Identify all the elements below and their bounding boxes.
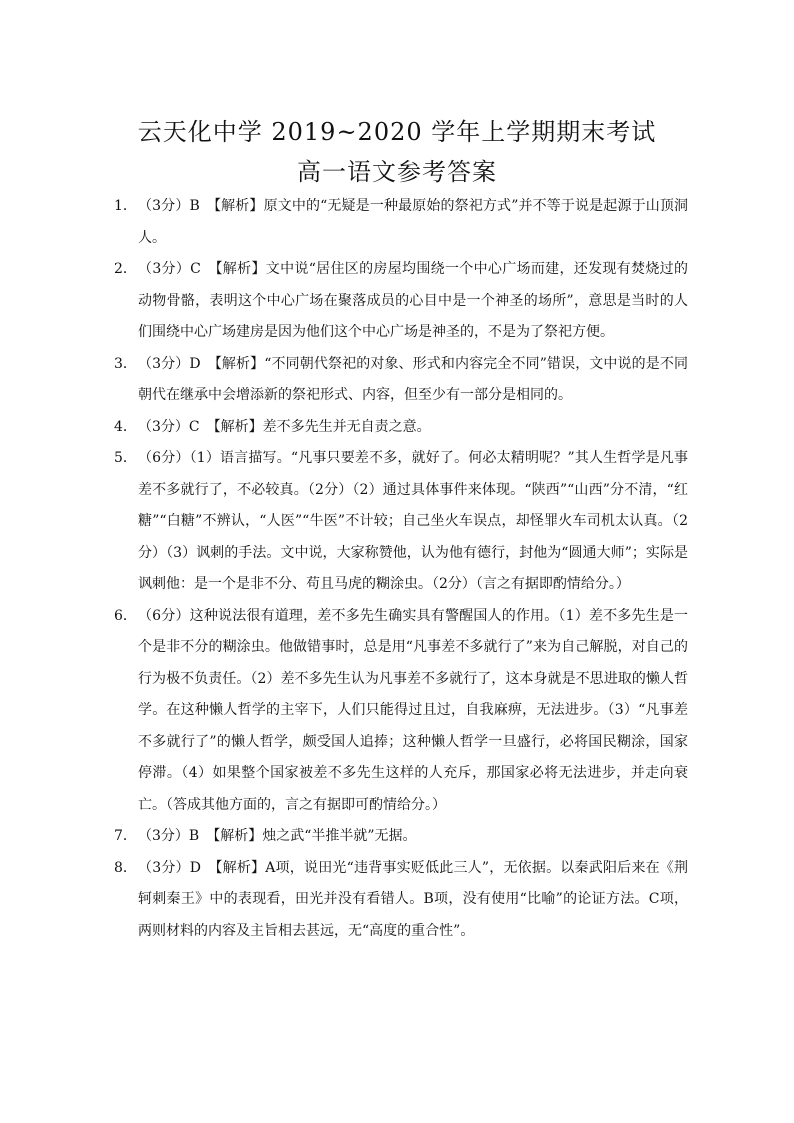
answer-number: 8．: [114, 859, 137, 876]
answer-text: （3分）C 【解析】差不多先生并无自责之意。: [138, 418, 431, 435]
answer-number: 1．: [114, 198, 137, 214]
answer-number: 6．: [114, 607, 137, 624]
answer-text: （3分）B 【解析】烛之武“半推半就”无据。: [138, 828, 417, 844]
answer-item-2: [114, 254, 688, 349]
answer-item-5: [114, 443, 688, 601]
answer-number: 2．: [114, 261, 137, 277]
answer-list: [114, 191, 688, 947]
answer-number: 3．: [114, 355, 137, 372]
answer-item-7: [114, 821, 688, 853]
answer-text: （6分）这种说法很有道理，差不多先生确实具有警醒国人的作用。（1）差不多先生是一个是非不分的糊涂虫。他做错事时，总是用“凡事差不多就行了”来为自己解脱，对自己的行为极不负责任。（2）差不多先生认为凡事差不多就行了，这本身就是不思进取的懒人哲学。在这种懒人哲学的主宰下，人们只能得过且过，自我麻痹，无法进步。（3）“凡事差不多就行了”的懒人哲学，颇受国人追捧；这种懒人哲学一旦盛行，必将国民糊涂，国家停滞。（4）如果整个国家被差不多先生这样的人充斥，那国家必将无法进步，并走向衰亡。（答成其他方面的，言之有据即可酌情给分。）: [138, 607, 688, 813]
answer-number: 5．: [114, 450, 137, 466]
answer-item-6: [114, 601, 688, 822]
answer-item-1: [114, 191, 688, 254]
exam-title: 云天化中学 2019~2020 学年上学期期末考试: [137, 118, 657, 146]
answer-text: （6分）（1）语言描写。“凡事只要差不多，就好了。何必太精明呢？”其人生哲学是凡事差不多就行了，不必较真。（2分）（2）通过具体事件来体现。“陕西”“山西”分不清，“红糖”“白糖”不辨认，“人医”“牛医”不计较；自己坐火车误点，却怪罪火车司机太认真。（2分）（3）讽刺的手法。文中说，大家称赞他，认为他有德行，封他为“圆通大师”；实际是讽刺他：是一个是非不分、苟且马虎的糊涂虫。（2分）（言之有据即酌情给分。）: [138, 450, 688, 592]
answer-item-4: [114, 412, 688, 444]
answer-key-subtitle: 高一语文参考答案: [297, 158, 497, 186]
answer-text: （3分）B 【解析】原文中的“无疑是一种最原始的祭祀方式”并不等于说是起源于山顶洞人。: [138, 198, 688, 246]
answer-text: （3分）D 【解析】A项，说田光“违背事实贬低此三人”，无依据。以秦武阳后来在《荆轲刺秦王》中的表现看，田光并没有看错人。B项，没有使用“比喻”的论证方法。C项，两则材料的内容及主旨相去甚远，无“高度的重合性”。: [138, 859, 688, 939]
answer-text: （3分）D 【解析】“不同朝代祭祀的对象、形式和内容完全不同”错误，文中说的是不同朝代在继承中会增添新的祭祀形式、内容，但至少有一部分是相同的。: [138, 355, 688, 403]
answer-number: 7．: [114, 828, 137, 844]
answer-number: 4．: [114, 418, 137, 435]
answer-item-8: [114, 853, 688, 948]
answer-item-3: [114, 349, 688, 412]
answer-text: （3分）C 【解析】文中说“居住区的房屋均围绕一个中心广场而建，还发现有焚烧过的动物骨骼，表明这个中心广场在聚落成员的心目中是一个神圣的场所”，意思是当时的人们围绕中心广场建房是因为他们这个中心广场是神圣的，不是为了祭祀方便。: [138, 261, 688, 340]
